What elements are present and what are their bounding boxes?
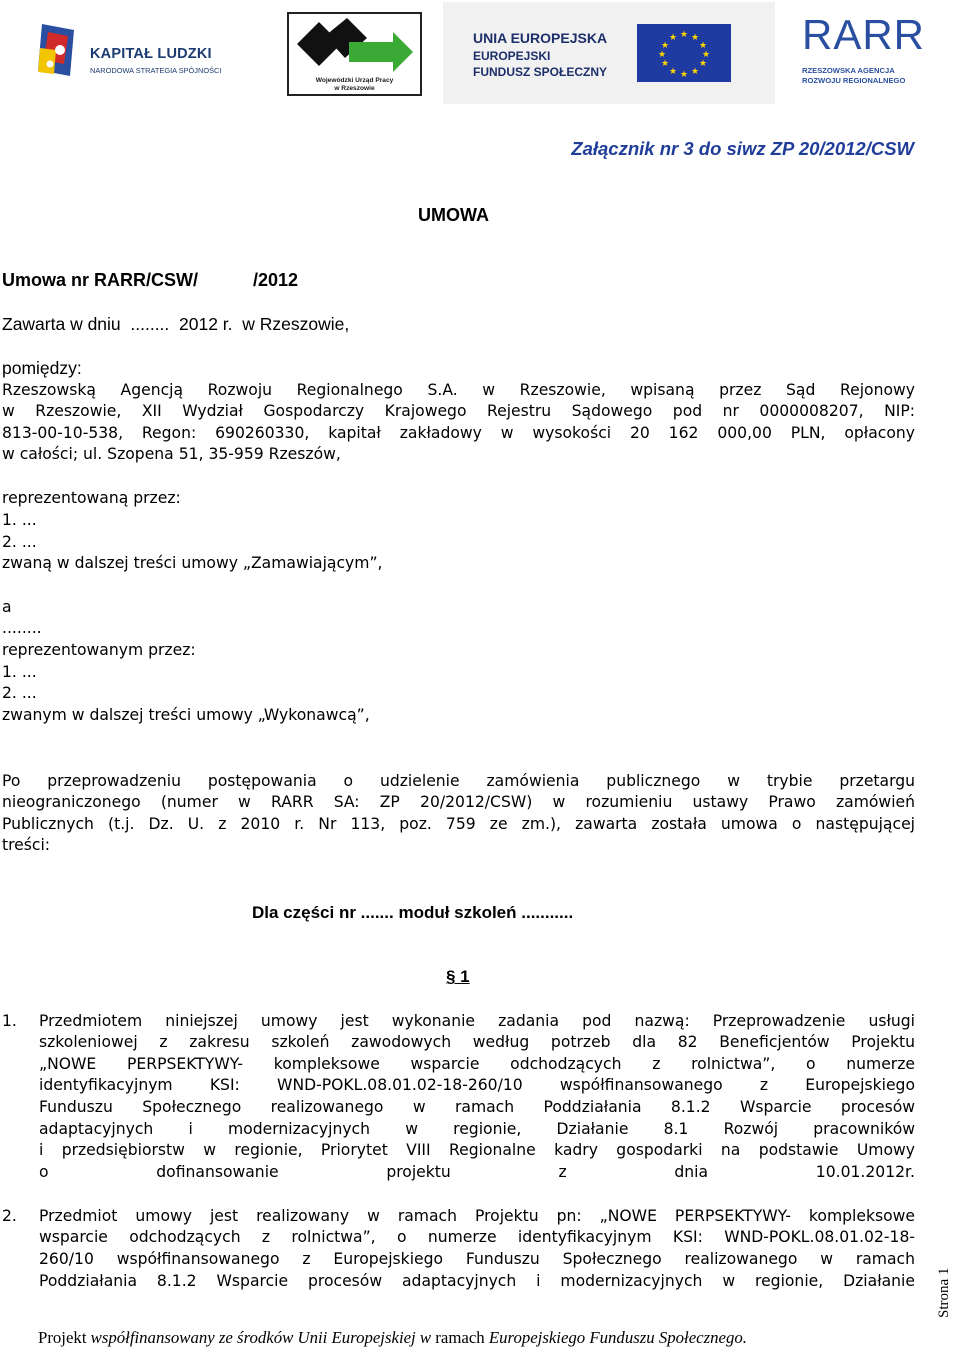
wup-logo xyxy=(287,12,422,96)
svg-text:★: ★ xyxy=(679,70,689,80)
party-1-rep-1: 1. ... xyxy=(2,511,37,529)
list-item-line: Funduszu Społecznego realizowanego w ramach Poddziałania 8.1.2 Wsparcie procesów xyxy=(39,1098,915,1116)
eu-flag-icon xyxy=(637,24,731,82)
party-2-called: zwanym w dalszej treści umowy „Wykonawcą”, xyxy=(2,706,370,724)
intro-line: Po przeprowadzeniu postępowania o udzielenie zamówienia publicznego w trybie przetargu xyxy=(2,772,915,790)
party-1-line: 813-00-10-538, Regon: 690260330, kapitał zakładowy w wysokości 20 162 000,00 PLN, opłacony xyxy=(2,424,915,442)
concluded-line: Zawarta w dniu ........ 2012 r. w Rzeszowie, xyxy=(2,314,350,334)
svg-text:★: ★ xyxy=(690,33,700,43)
list-item-number: 1. xyxy=(2,1012,17,1030)
party-1-represented-label: reprezentowaną przez: xyxy=(2,489,181,507)
eu-european-label: EUROPEJSKI xyxy=(473,49,551,63)
list-item-line: 260/10 współfinansowanego z Europejskiego Funduszu Społecznego realizowanego w ramach xyxy=(39,1250,915,1268)
kapital-ludzki-logo xyxy=(34,20,244,86)
list-item-line: Przedmiot umowy jest realizowany w ramach Projektu pn: „NOWE PERPSEKTYWY- kompleksowe xyxy=(39,1207,915,1225)
kapital-ludzki-subtitle: NARODOWA STRATEGIA SPÓJNOŚCI xyxy=(90,66,222,75)
list-item-number: 2. xyxy=(2,1207,17,1225)
footer-italic-1: współfinansowany ze środków Unii Europejskiej w xyxy=(90,1328,432,1347)
svg-text:★: ★ xyxy=(660,59,670,69)
list-item-line: wsparcie odchodzących z rolnictwa”, o numerze identyfikacyjnym KSI: WND-POKL.08.01.02-18- xyxy=(39,1228,915,1246)
part-heading: Dla części nr ....... moduł szkoleń ........... xyxy=(252,903,574,922)
party-2-name-placeholder: ........ xyxy=(2,619,42,637)
intro-line: nieograniczonego (numer w RARR SA: ZP 20/2012/CSW) w rozumieniu ustawy Prawo zamówień xyxy=(2,793,915,811)
list-item-line: adaptacyjnych i modernizacyjnych w regionie, Działanie 8.1 Rozwój pracowników xyxy=(39,1120,915,1138)
page-footer xyxy=(38,1328,747,1348)
party-1-line: w Rzeszowie, XII Wydział Gospodarczy Krajowego Rejestru Sądowego pod nr 0000008207, NIP: xyxy=(2,402,915,420)
list-item-line: „NOWE PERPSEKTYWY- kompleksowe wsparcie odchodzących z rolnictwa”, o numerze xyxy=(39,1055,915,1073)
rarr-subtitle-1: RZESZOWSKA AGENCJA xyxy=(802,66,895,75)
list-item-line: Poddziałania 8.1.2 Wsparcie procesów adaptacyjnych i modernizacyjnych w regionie, Działanie xyxy=(39,1272,915,1290)
svg-text:★: ★ xyxy=(660,41,670,51)
svg-text:★: ★ xyxy=(668,67,678,77)
rarr-name: RARR xyxy=(802,11,926,58)
intro-line: treści: xyxy=(2,836,51,854)
wup-arrows-icon xyxy=(289,14,420,76)
section-heading: § 1 xyxy=(446,967,470,986)
wup-city: w Rzeszowie xyxy=(334,85,375,92)
party-2-rep-2: 2. ... xyxy=(2,684,37,702)
rarr-subtitle-2: ROZWOJU REGIONALNEGO xyxy=(802,76,906,85)
kapital-ludzki-emblem-icon xyxy=(34,20,90,86)
party-2-rep-1: 1. ... xyxy=(2,663,37,681)
eu-social-fund-label: FUNDUSZ SPOŁECZNY xyxy=(473,65,608,79)
list-item-line: identyfikacyjnym KSI: WND-POKL.08.01.02-18-260/10 współfinansowanego z Europejskiego xyxy=(39,1076,915,1094)
page-number: Strona 1 xyxy=(936,1267,952,1318)
logo-header xyxy=(0,0,960,104)
list-item-line: i przedsiębiorstw w regionie, Priorytet VIII Regionalne kadry gospodarki na podstawie Umowy xyxy=(39,1141,915,1159)
list-item-line: o dofinansowanie projektu z dnia 10.01.2012r. xyxy=(39,1163,915,1181)
intro-line: Publicznych (t.j. Dz. U. z 2010 r. Nr 113, poz. 759 ze zm.), zawarta została umowa o następującej xyxy=(2,815,915,833)
wup-name: Wojewódzki Urząd Pracy xyxy=(315,77,394,84)
footer-italic-2: Europejskiego Funduszu Społecznego. xyxy=(488,1328,747,1347)
contract-number: Umowa nr RARR/CSW/ /2012 xyxy=(2,270,299,290)
eu-fund-logo xyxy=(443,2,775,104)
footer-mid: ramach xyxy=(431,1328,489,1347)
svg-text:★: ★ xyxy=(657,50,667,60)
party-1-line: w całości; ul. Szopena 51, 35-959 Rzeszów, xyxy=(2,445,341,463)
list-item-line: Przedmiotem niniejszej umowy jest wykonanie zadania pod nazwą: Przeprowadzenie usługi xyxy=(39,1012,915,1030)
svg-text:★: ★ xyxy=(679,30,689,40)
rarr-logo xyxy=(800,11,926,92)
svg-text:★: ★ xyxy=(668,33,678,43)
party-2-represented-label: reprezentowanym przez: xyxy=(2,641,196,659)
footer-prefix: Projekt xyxy=(38,1328,91,1347)
party-1-rep-2: 2. ... xyxy=(2,533,37,551)
party-1-called: zwaną w dalszej treści umowy „Zamawiającym”, xyxy=(2,554,383,572)
document-title: UMOWA xyxy=(418,205,489,225)
eu-union-label: UNIA EUROPEJSKA xyxy=(473,30,608,46)
annex-label: Załącznik nr 3 do siwz ZP 20/2012/CSW xyxy=(571,138,914,159)
between-label: pomiędzy: xyxy=(2,358,82,378)
party-1-line: Rzeszowską Agencją Rozwoju Regionalnego S.A. w Rzeszowie, wpisaną przez Sąd Rejonowy xyxy=(2,381,915,399)
svg-text:★: ★ xyxy=(701,50,711,60)
kapital-ludzki-title: KAPITAŁ LUDZKI xyxy=(90,46,212,62)
party-2-and: a xyxy=(2,598,12,616)
svg-text:★: ★ xyxy=(690,67,700,77)
svg-text:★: ★ xyxy=(698,41,708,51)
svg-text:★: ★ xyxy=(698,59,708,69)
list-item-line: szkoleniowej z zakresu szkoleń zawodowych według potrzeb dla 82 Beneficjentów Projektu xyxy=(39,1033,915,1051)
